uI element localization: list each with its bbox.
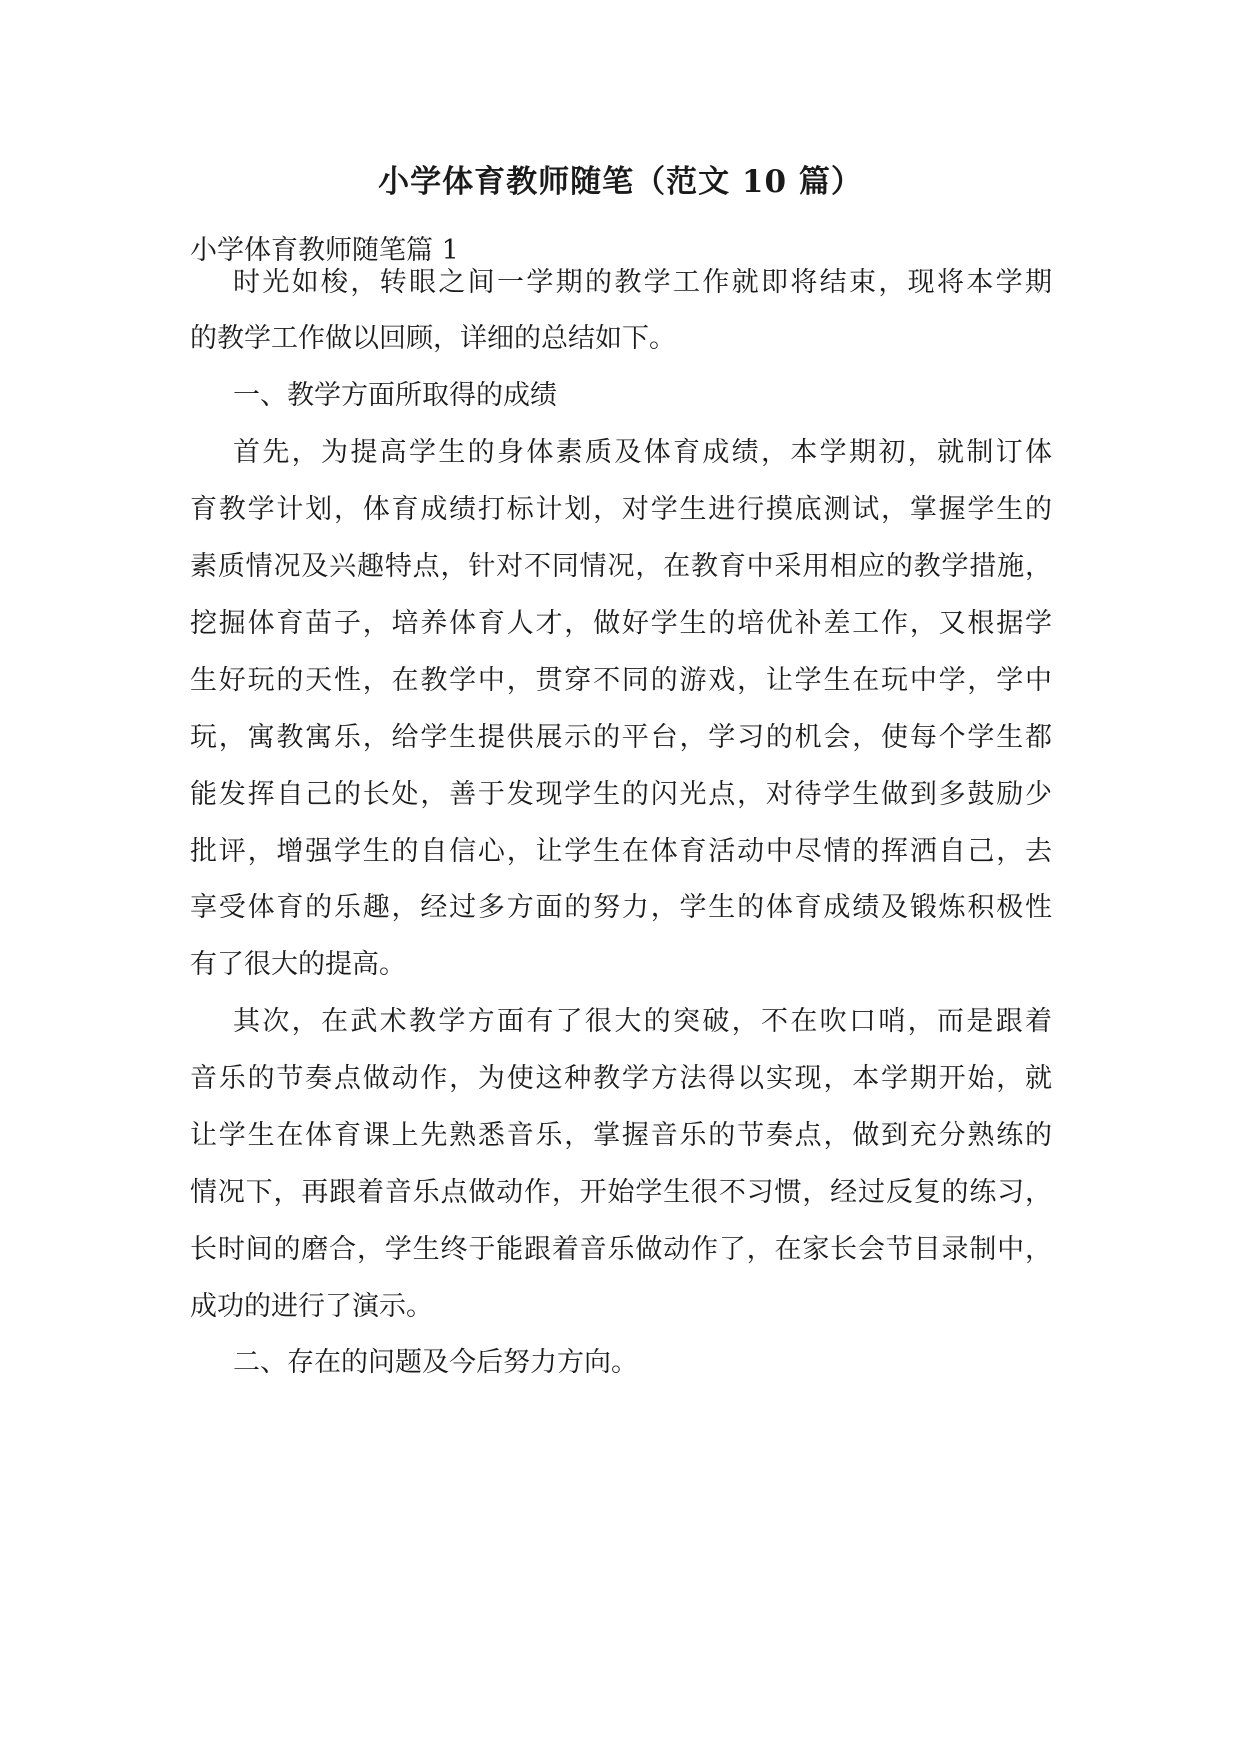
document-title: 小学体育教师随笔（范文 10 篇） [378, 164, 863, 200]
paragraph-line: 二、存在的问题及今后努力方向。 [233, 1347, 638, 1378]
paragraph-line: 玩，寓教寓乐，给学生提供展示的平台，学习的机会，使每个学生都 [190, 722, 1052, 753]
paragraph-line: 长时间的磨合，学生终于能跟着音乐做动作了，在家长会节目录制中， [190, 1234, 1052, 1265]
paragraph-line: 生好玩的天性，在教学中，贯穿不同的游戏，让学生在玩中学，学中 [190, 665, 1052, 696]
paragraph-line: 情况下，再跟着音乐点做动作，开始学生很不习惯，经过反复的练习， [190, 1177, 1052, 1208]
paragraph-line: 时光如梭，转眼之间一学期的教学工作就即将结束，现将本学期 [233, 267, 1052, 298]
paragraph-line: 享受体育的乐趣，经过多方面的努力，学生的体育成绩及锻炼积极性 [190, 892, 1052, 923]
paragraph-line: 让学生在体育课上先熟悉音乐，掌握音乐的节奏点，做到充分熟练的 [190, 1120, 1052, 1151]
paragraph-line: 挖掘体育苗子，培养体育人才，做好学生的培优补差工作，又根据学 [190, 608, 1052, 639]
section-heading: 小学体育教师随笔篇 1 [190, 235, 459, 266]
paragraph-line: 的教学工作做以回顾，详细的总结如下。 [190, 323, 676, 354]
paragraph-line: 育教学计划，体育成绩打标计划，对学生进行摸底测试，掌握学生的 [190, 494, 1052, 525]
paragraph-line: 音乐的节奏点做动作，为使这种教学方法得以实现，本学期开始，就 [190, 1063, 1052, 1094]
paragraph-line: 成功的进行了演示。 [190, 1291, 433, 1322]
paragraph-line: 一、教学方面所取得的成绩 [233, 380, 557, 411]
paragraph-line: 首先，为提高学生的身体素质及体育成绩，本学期初，就制订体 [233, 437, 1052, 468]
paragraph-line: 批评，增强学生的自信心，让学生在体育活动中尽情的挥洒自己，去 [190, 836, 1052, 867]
paragraph-line: 其次，在武术教学方面有了很大的突破，不在吹口哨，而是跟着 [233, 1006, 1052, 1037]
paragraph-line: 能发挥自己的长处，善于发现学生的闪光点，对待学生做到多鼓励少 [190, 779, 1052, 810]
paragraph-line: 有了很大的提高。 [190, 949, 406, 980]
paragraph-line: 素质情况及兴趣特点，针对不同情况，在教育中采用相应的教学措施， [190, 551, 1052, 582]
